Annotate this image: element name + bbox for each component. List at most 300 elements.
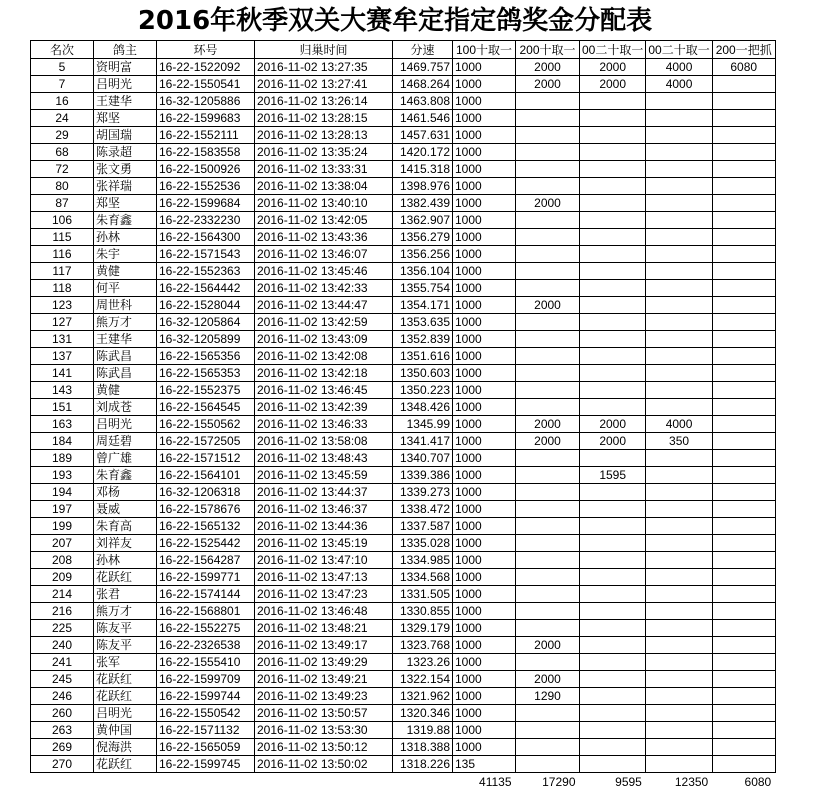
cell-time: 2016-11-02 13:43:09 bbox=[255, 331, 393, 348]
cell-prize-1: 1000 bbox=[453, 280, 516, 297]
cell-prize-5 bbox=[712, 637, 775, 654]
header-prize-3: 00二十取一 bbox=[580, 41, 646, 59]
cell-rank: 163 bbox=[31, 416, 94, 433]
cell-prize-2 bbox=[516, 93, 580, 110]
cell-prize-2 bbox=[516, 280, 580, 297]
cell-speed: 1356.279 bbox=[393, 229, 453, 246]
cell-owner: 黄健 bbox=[94, 263, 157, 280]
cell-time: 2016-11-02 13:33:31 bbox=[255, 161, 393, 178]
cell-time: 2016-11-02 13:49:17 bbox=[255, 637, 393, 654]
cell-ring: 16-22-1552275 bbox=[157, 620, 255, 637]
table-row bbox=[31, 433, 776, 450]
cell-ring: 16-22-1552363 bbox=[157, 263, 255, 280]
cell-prize-3 bbox=[580, 484, 646, 501]
cell-prize-5 bbox=[712, 365, 775, 382]
total-prize-4: 12350 bbox=[646, 773, 712, 790]
cell-rank: 189 bbox=[31, 450, 94, 467]
cell-ring: 16-22-1571543 bbox=[157, 246, 255, 263]
cell-prize-1: 1000 bbox=[453, 93, 516, 110]
cell-speed: 1331.505 bbox=[393, 586, 453, 603]
cell-prize-3 bbox=[580, 246, 646, 263]
cell-prize-2 bbox=[516, 654, 580, 671]
cell-prize-2 bbox=[516, 263, 580, 280]
total-prize-2: 17290 bbox=[516, 773, 580, 790]
cell-time: 2016-11-02 13:46:07 bbox=[255, 246, 393, 263]
table-row bbox=[31, 739, 776, 756]
cell-speed: 1321.962 bbox=[393, 688, 453, 705]
cell-prize-5 bbox=[712, 178, 775, 195]
cell-prize-4: 350 bbox=[646, 433, 712, 450]
cell-prize-1: 1000 bbox=[453, 178, 516, 195]
cell-ring: 16-32-1205864 bbox=[157, 314, 255, 331]
cell-prize-1: 1000 bbox=[453, 297, 516, 314]
cell-prize-4 bbox=[646, 314, 712, 331]
cell-owner: 聂威 bbox=[94, 501, 157, 518]
cell-prize-2: 2000 bbox=[516, 637, 580, 654]
table-row bbox=[31, 382, 776, 399]
cell-rank: 68 bbox=[31, 144, 94, 161]
cell-prize-3 bbox=[580, 654, 646, 671]
cell-prize-5 bbox=[712, 654, 775, 671]
cell-prize-1: 1000 bbox=[453, 739, 516, 756]
cell-speed: 1415.318 bbox=[393, 161, 453, 178]
cell-ring: 16-22-1552375 bbox=[157, 382, 255, 399]
cell-ring: 16-22-1550542 bbox=[157, 705, 255, 722]
cell-prize-3 bbox=[580, 552, 646, 569]
cell-ring: 16-22-1571132 bbox=[157, 722, 255, 739]
table-row bbox=[31, 161, 776, 178]
cell-owner: 花跃红 bbox=[94, 569, 157, 586]
cell-rank: 7 bbox=[31, 76, 94, 93]
cell-ring: 16-22-2326538 bbox=[157, 637, 255, 654]
table-row bbox=[31, 518, 776, 535]
cell-ring: 16-22-1525442 bbox=[157, 535, 255, 552]
cell-prize-1: 1000 bbox=[453, 535, 516, 552]
cell-prize-5 bbox=[712, 416, 775, 433]
cell-ring: 16-22-1555410 bbox=[157, 654, 255, 671]
cell-prize-3 bbox=[580, 195, 646, 212]
cell-speed: 1352.839 bbox=[393, 331, 453, 348]
cell-prize-4 bbox=[646, 620, 712, 637]
cell-ring: 16-22-1571512 bbox=[157, 450, 255, 467]
cell-owner: 陈武昌 bbox=[94, 365, 157, 382]
cell-time: 2016-11-02 13:48:21 bbox=[255, 620, 393, 637]
cell-prize-5 bbox=[712, 739, 775, 756]
cell-speed: 1463.808 bbox=[393, 93, 453, 110]
cell-prize-2 bbox=[516, 382, 580, 399]
table-row bbox=[31, 331, 776, 348]
cell-prize-4 bbox=[646, 654, 712, 671]
cell-prize-1: 1000 bbox=[453, 722, 516, 739]
cell-prize-4 bbox=[646, 688, 712, 705]
table-body bbox=[31, 59, 776, 773]
cell-rank: 5 bbox=[31, 59, 94, 76]
table-row bbox=[31, 654, 776, 671]
cell-prize-4 bbox=[646, 280, 712, 297]
cell-prize-3 bbox=[580, 671, 646, 688]
cell-time: 2016-11-02 13:27:41 bbox=[255, 76, 393, 93]
cell-owner: 朱宇 bbox=[94, 246, 157, 263]
cell-prize-5 bbox=[712, 399, 775, 416]
cell-prize-1: 1000 bbox=[453, 59, 516, 76]
cell-ring: 16-22-1599684 bbox=[157, 195, 255, 212]
cell-prize-1: 1000 bbox=[453, 161, 516, 178]
cell-speed: 1420.172 bbox=[393, 144, 453, 161]
cell-prize-3 bbox=[580, 229, 646, 246]
cell-ring: 16-22-1528044 bbox=[157, 297, 255, 314]
cell-prize-2: 2000 bbox=[516, 433, 580, 450]
cell-speed: 1334.985 bbox=[393, 552, 453, 569]
cell-prize-4 bbox=[646, 348, 712, 365]
cell-rank: 131 bbox=[31, 331, 94, 348]
cell-prize-2 bbox=[516, 484, 580, 501]
cell-prize-2 bbox=[516, 229, 580, 246]
cell-prize-1: 1000 bbox=[453, 127, 516, 144]
cell-prize-1: 1000 bbox=[453, 654, 516, 671]
cell-prize-3 bbox=[580, 739, 646, 756]
cell-rank: 106 bbox=[31, 212, 94, 229]
cell-prize-1: 1000 bbox=[453, 501, 516, 518]
cell-time: 2016-11-02 13:42:39 bbox=[255, 399, 393, 416]
cell-prize-2 bbox=[516, 722, 580, 739]
cell-prize-4 bbox=[646, 484, 712, 501]
cell-prize-5 bbox=[712, 93, 775, 110]
cell-prize-4: 4000 bbox=[646, 59, 712, 76]
cell-owner: 陈录超 bbox=[94, 144, 157, 161]
cell-prize-3 bbox=[580, 705, 646, 722]
cell-prize-3 bbox=[580, 688, 646, 705]
cell-ring: 16-22-1550541 bbox=[157, 76, 255, 93]
cell-speed: 1330.855 bbox=[393, 603, 453, 620]
cell-prize-4: 4000 bbox=[646, 76, 712, 93]
cell-owner: 黄健 bbox=[94, 382, 157, 399]
cell-prize-4 bbox=[646, 93, 712, 110]
cell-prize-1: 1000 bbox=[453, 467, 516, 484]
cell-prize-3 bbox=[580, 127, 646, 144]
cell-time: 2016-11-02 13:47:23 bbox=[255, 586, 393, 603]
cell-rank: 269 bbox=[31, 739, 94, 756]
cell-prize-2 bbox=[516, 331, 580, 348]
cell-time: 2016-11-02 13:46:33 bbox=[255, 416, 393, 433]
table-row bbox=[31, 263, 776, 280]
cell-time: 2016-11-02 13:44:37 bbox=[255, 484, 393, 501]
header-owner: 鸽主 bbox=[94, 41, 157, 59]
cell-rank: 197 bbox=[31, 501, 94, 518]
cell-prize-2 bbox=[516, 314, 580, 331]
cell-prize-2: 2000 bbox=[516, 59, 580, 76]
cell-prize-4 bbox=[646, 739, 712, 756]
cell-speed: 1334.568 bbox=[393, 569, 453, 586]
cell-prize-2: 2000 bbox=[516, 76, 580, 93]
cell-rank: 214 bbox=[31, 586, 94, 603]
cell-prize-1: 1000 bbox=[453, 314, 516, 331]
cell-prize-4: 4000 bbox=[646, 416, 712, 433]
cell-prize-4 bbox=[646, 195, 712, 212]
cell-prize-4 bbox=[646, 518, 712, 535]
cell-rank: 123 bbox=[31, 297, 94, 314]
cell-prize-3 bbox=[580, 620, 646, 637]
cell-owner: 王建华 bbox=[94, 331, 157, 348]
cell-prize-2 bbox=[516, 620, 580, 637]
cell-prize-4 bbox=[646, 637, 712, 654]
cell-time: 2016-11-02 13:46:37 bbox=[255, 501, 393, 518]
cell-rank: 72 bbox=[31, 161, 94, 178]
table-row bbox=[31, 688, 776, 705]
cell-time: 2016-11-02 13:42:59 bbox=[255, 314, 393, 331]
cell-prize-5 bbox=[712, 467, 775, 484]
cell-speed: 1339.273 bbox=[393, 484, 453, 501]
header-row bbox=[31, 41, 776, 59]
cell-prize-1: 1000 bbox=[453, 348, 516, 365]
cell-prize-1: 1000 bbox=[453, 705, 516, 722]
cell-prize-3 bbox=[580, 331, 646, 348]
cell-time: 2016-11-02 13:47:10 bbox=[255, 552, 393, 569]
cell-rank: 137 bbox=[31, 348, 94, 365]
cell-speed: 1323.768 bbox=[393, 637, 453, 654]
cell-prize-2 bbox=[516, 161, 580, 178]
cell-ring: 16-22-1550562 bbox=[157, 416, 255, 433]
cell-ring: 16-22-1599683 bbox=[157, 110, 255, 127]
cell-prize-1: 1000 bbox=[453, 229, 516, 246]
cell-prize-5 bbox=[712, 450, 775, 467]
cell-ring: 16-22-1500926 bbox=[157, 161, 255, 178]
cell-rank: 246 bbox=[31, 688, 94, 705]
cell-prize-3 bbox=[580, 263, 646, 280]
cell-time: 2016-11-02 13:43:36 bbox=[255, 229, 393, 246]
table-row bbox=[31, 467, 776, 484]
cell-owner: 朱育高 bbox=[94, 518, 157, 535]
cell-prize-5 bbox=[712, 518, 775, 535]
cell-prize-2 bbox=[516, 467, 580, 484]
cell-owner: 邓杨 bbox=[94, 484, 157, 501]
table-row bbox=[31, 552, 776, 569]
cell-speed: 1356.104 bbox=[393, 263, 453, 280]
cell-prize-5 bbox=[712, 382, 775, 399]
cell-prize-3 bbox=[580, 348, 646, 365]
cell-prize-5 bbox=[712, 671, 775, 688]
table-row bbox=[31, 705, 776, 722]
cell-prize-4 bbox=[646, 229, 712, 246]
cell-speed: 1457.631 bbox=[393, 127, 453, 144]
cell-rank: 127 bbox=[31, 314, 94, 331]
cell-prize-4 bbox=[646, 297, 712, 314]
cell-prize-3 bbox=[580, 212, 646, 229]
cell-prize-3 bbox=[580, 569, 646, 586]
header-speed: 分速 bbox=[393, 41, 453, 59]
cell-owner: 何平 bbox=[94, 280, 157, 297]
header-prize-1: 100十取一 bbox=[453, 41, 516, 59]
cell-time: 2016-11-02 13:58:08 bbox=[255, 433, 393, 450]
cell-ring: 16-22-1568801 bbox=[157, 603, 255, 620]
table-row bbox=[31, 535, 776, 552]
cell-prize-5 bbox=[712, 603, 775, 620]
cell-prize-1: 1000 bbox=[453, 263, 516, 280]
cell-time: 2016-11-02 13:50:57 bbox=[255, 705, 393, 722]
cell-prize-1: 1000 bbox=[453, 110, 516, 127]
cell-rank: 208 bbox=[31, 552, 94, 569]
cell-prize-3: 2000 bbox=[580, 416, 646, 433]
cell-prize-5 bbox=[712, 501, 775, 518]
cell-prize-1: 1000 bbox=[453, 331, 516, 348]
cell-ring: 16-22-1599709 bbox=[157, 671, 255, 688]
cell-prize-1: 135 bbox=[453, 756, 516, 773]
cell-speed: 1318.388 bbox=[393, 739, 453, 756]
cell-prize-2 bbox=[516, 178, 580, 195]
cell-prize-1: 1000 bbox=[453, 484, 516, 501]
cell-rank: 80 bbox=[31, 178, 94, 195]
cell-rank: 245 bbox=[31, 671, 94, 688]
cell-prize-1: 1000 bbox=[453, 433, 516, 450]
table-row bbox=[31, 603, 776, 620]
cell-prize-1: 1000 bbox=[453, 246, 516, 263]
cell-prize-5 bbox=[712, 229, 775, 246]
cell-prize-1: 1000 bbox=[453, 365, 516, 382]
table-row bbox=[31, 314, 776, 331]
cell-time: 2016-11-02 13:38:04 bbox=[255, 178, 393, 195]
cell-prize-5 bbox=[712, 297, 775, 314]
cell-prize-3 bbox=[580, 756, 646, 773]
table-row bbox=[31, 144, 776, 161]
cell-prize-5 bbox=[712, 433, 775, 450]
total-prize-5: 6080 bbox=[712, 773, 775, 790]
cell-prize-4 bbox=[646, 127, 712, 144]
cell-ring: 16-22-1599771 bbox=[157, 569, 255, 586]
cell-ring: 16-22-1564545 bbox=[157, 399, 255, 416]
cell-owner: 陈友平 bbox=[94, 620, 157, 637]
cell-owner: 曾广雄 bbox=[94, 450, 157, 467]
cell-owner: 刘祥友 bbox=[94, 535, 157, 552]
totals-blank bbox=[157, 773, 255, 790]
cell-speed: 1468.264 bbox=[393, 76, 453, 93]
cell-prize-4 bbox=[646, 331, 712, 348]
cell-time: 2016-11-02 13:40:10 bbox=[255, 195, 393, 212]
cell-prize-5 bbox=[712, 620, 775, 637]
cell-prize-4 bbox=[646, 382, 712, 399]
cell-prize-2: 1290 bbox=[516, 688, 580, 705]
cell-prize-1: 1000 bbox=[453, 144, 516, 161]
cell-time: 2016-11-02 13:45:46 bbox=[255, 263, 393, 280]
table-row bbox=[31, 569, 776, 586]
cell-time: 2016-11-02 13:35:24 bbox=[255, 144, 393, 161]
cell-owner: 黄仲国 bbox=[94, 722, 157, 739]
table-row bbox=[31, 127, 776, 144]
table-row bbox=[31, 348, 776, 365]
cell-ring: 16-22-1552111 bbox=[157, 127, 255, 144]
cell-rank: 209 bbox=[31, 569, 94, 586]
cell-owner: 张君 bbox=[94, 586, 157, 603]
cell-prize-2 bbox=[516, 144, 580, 161]
table-row bbox=[31, 637, 776, 654]
cell-ring: 16-22-1578676 bbox=[157, 501, 255, 518]
table-row bbox=[31, 178, 776, 195]
table-row bbox=[31, 59, 776, 76]
cell-prize-4 bbox=[646, 450, 712, 467]
cell-prize-4 bbox=[646, 246, 712, 263]
cell-owner: 熊万才 bbox=[94, 603, 157, 620]
total-prize-3: 9595 bbox=[580, 773, 646, 790]
cell-speed: 1339.386 bbox=[393, 467, 453, 484]
cell-speed: 1320.346 bbox=[393, 705, 453, 722]
cell-prize-3 bbox=[580, 382, 646, 399]
cell-prize-5 bbox=[712, 212, 775, 229]
cell-owner: 吕明光 bbox=[94, 76, 157, 93]
cell-owner: 胡国瑞 bbox=[94, 127, 157, 144]
cell-prize-1: 1000 bbox=[453, 76, 516, 93]
cell-rank: 207 bbox=[31, 535, 94, 552]
cell-prize-5 bbox=[712, 246, 775, 263]
cell-prize-5 bbox=[712, 569, 775, 586]
cell-rank: 225 bbox=[31, 620, 94, 637]
cell-prize-4 bbox=[646, 535, 712, 552]
cell-prize-3 bbox=[580, 280, 646, 297]
cell-time: 2016-11-02 13:50:02 bbox=[255, 756, 393, 773]
cell-prize-5 bbox=[712, 161, 775, 178]
cell-rank: 151 bbox=[31, 399, 94, 416]
cell-prize-4 bbox=[646, 161, 712, 178]
cell-prize-3 bbox=[580, 93, 646, 110]
cell-speed: 1345.99 bbox=[393, 416, 453, 433]
cell-speed: 1348.426 bbox=[393, 399, 453, 416]
cell-ring: 16-22-1599745 bbox=[157, 756, 255, 773]
cell-prize-2 bbox=[516, 246, 580, 263]
cell-prize-5 bbox=[712, 484, 775, 501]
cell-speed: 1362.907 bbox=[393, 212, 453, 229]
cell-rank: 116 bbox=[31, 246, 94, 263]
cell-prize-3 bbox=[580, 586, 646, 603]
cell-speed: 1338.472 bbox=[393, 501, 453, 518]
total-prize-1: 41135 bbox=[453, 773, 516, 790]
cell-rank: 87 bbox=[31, 195, 94, 212]
cell-prize-4 bbox=[646, 586, 712, 603]
totals-blank bbox=[31, 773, 94, 790]
cell-rank: 241 bbox=[31, 654, 94, 671]
cell-owner: 朱育鑫 bbox=[94, 467, 157, 484]
cell-time: 2016-11-02 13:28:15 bbox=[255, 110, 393, 127]
cell-speed: 1322.154 bbox=[393, 671, 453, 688]
header-prize-4: 00二十取一 bbox=[646, 41, 712, 59]
cell-prize-1: 1000 bbox=[453, 569, 516, 586]
cell-ring: 16-22-2332230 bbox=[157, 212, 255, 229]
cell-owner: 周廷碧 bbox=[94, 433, 157, 450]
cell-speed: 1318.226 bbox=[393, 756, 453, 773]
cell-prize-5 bbox=[712, 688, 775, 705]
cell-time: 2016-11-02 13:50:12 bbox=[255, 739, 393, 756]
cell-prize-3 bbox=[580, 501, 646, 518]
cell-prize-2 bbox=[516, 365, 580, 382]
cell-prize-1: 1000 bbox=[453, 382, 516, 399]
cell-prize-2 bbox=[516, 552, 580, 569]
cell-prize-2 bbox=[516, 586, 580, 603]
cell-time: 2016-11-02 13:42:33 bbox=[255, 280, 393, 297]
cell-speed: 1382.439 bbox=[393, 195, 453, 212]
cell-speed: 1340.707 bbox=[393, 450, 453, 467]
cell-prize-2 bbox=[516, 127, 580, 144]
cell-rank: 16 bbox=[31, 93, 94, 110]
cell-ring: 16-22-1565059 bbox=[157, 739, 255, 756]
cell-rank: 263 bbox=[31, 722, 94, 739]
cell-owner: 吕明光 bbox=[94, 705, 157, 722]
cell-prize-4 bbox=[646, 552, 712, 569]
cell-ring: 16-22-1564101 bbox=[157, 467, 255, 484]
cell-prize-1: 1000 bbox=[453, 450, 516, 467]
cell-prize-5 bbox=[712, 127, 775, 144]
cell-prize-5 bbox=[712, 705, 775, 722]
cell-prize-3 bbox=[580, 314, 646, 331]
cell-owner: 郑坚 bbox=[94, 195, 157, 212]
table-row bbox=[31, 620, 776, 637]
cell-prize-5 bbox=[712, 110, 775, 127]
header-prize-5: 200一把抓 bbox=[712, 41, 775, 59]
